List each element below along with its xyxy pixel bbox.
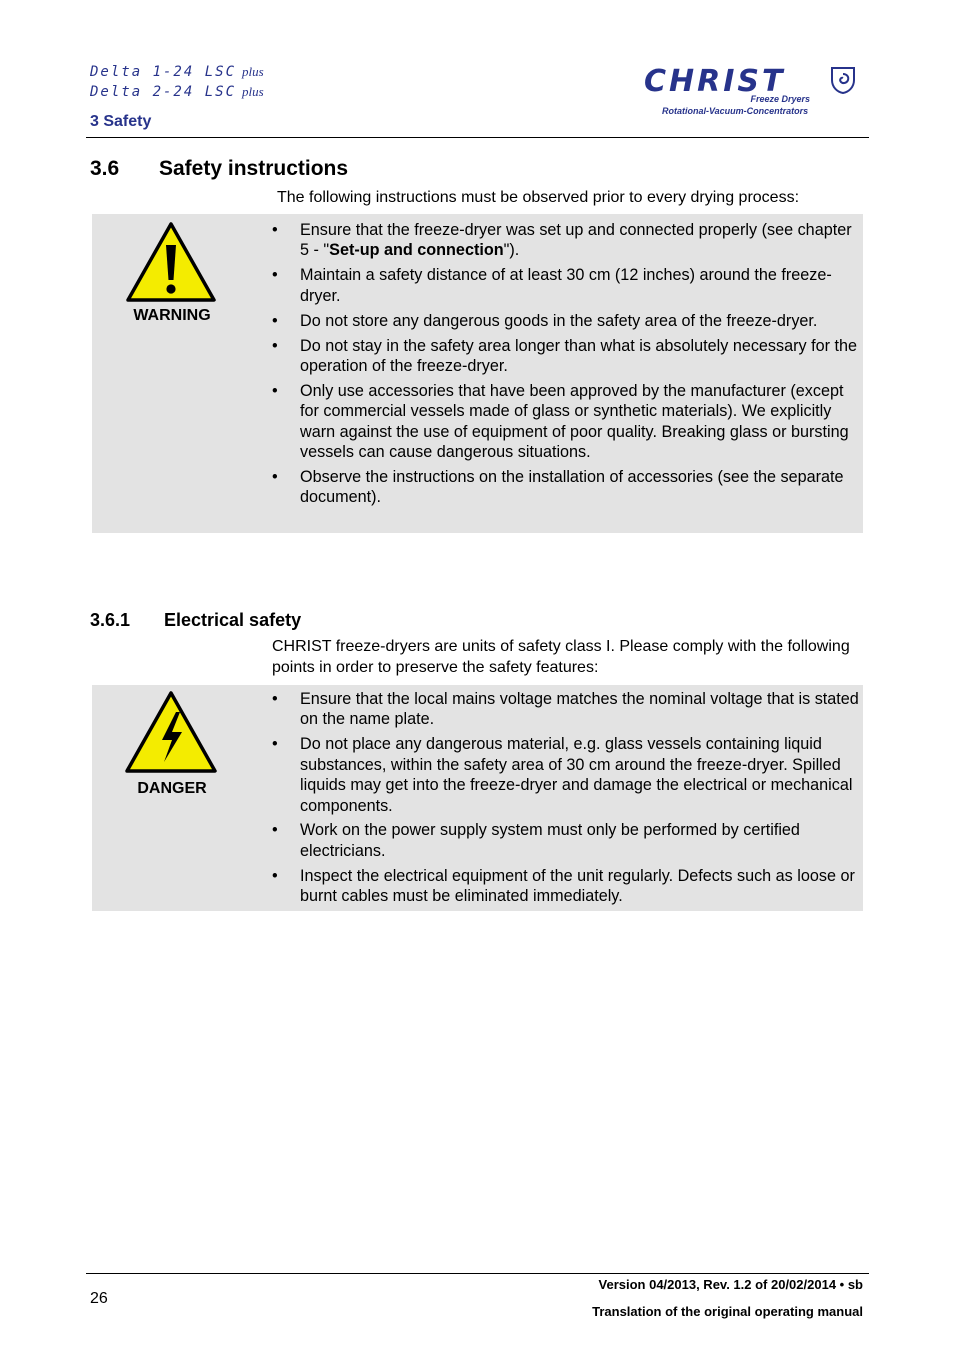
section-number: 3.6: [90, 157, 120, 180]
danger-signal-word: DANGER: [137, 780, 207, 797]
list-item: • Maintain a safety distance of at least 30 cm (12 inches) around the freeze-dryer.: [272, 265, 857, 306]
footer-translation-note: Translation of the original operating manual: [592, 1304, 863, 1319]
christ-logo: [644, 62, 866, 120]
list-item: • Ensure that the local mains voltage matches the nominal voltage that is stated on the name plate.: [272, 689, 862, 730]
footer-version: Version 04/2013, Rev. 1.2 of 20/02/2014 • sb: [598, 1277, 863, 1292]
danger-list: [272, 689, 862, 911]
list-item: • Do not store any dangerous goods in the safety area of the freeze-dryer.: [272, 311, 857, 331]
page-number: 26: [90, 1290, 108, 1307]
logo-wordmark: CHRIST: [644, 64, 786, 99]
list-item: • Do not stay in the safety area longer than what is absolutely necessary for the operation of the freeze-dryer.: [272, 336, 857, 377]
section-title: Safety instructions: [159, 157, 349, 180]
warning-exclamation-icon: [125, 221, 217, 303]
list-item: • Only use accessories that have been approved by the manufacturer (except for commercial vessels made of glass or synthetic materials). We explicitly warn against the use of equipment of poor quality. Breaking glass or bursting vessels can cause dangerous situations.: [272, 381, 857, 463]
list-item: • Do not place any dangerous material, e.g. glass vessels containing liquid substances, within the safety area of 30 cm around the freeze-dryer. Spilled liquids may get into the freeze-dryer and damage the electrical or mechanical components.: [272, 734, 862, 816]
section-intro: The following instructions must be observed prior to every drying process:: [277, 189, 800, 206]
list-item: • Ensure that the freeze-dryer was set up and connected properly (see chapter 5 - "Set-up and connection").: [272, 220, 857, 261]
list-item: • Work on the power supply system must only be performed by certified electricians.: [272, 820, 862, 861]
warning-signal-word: WARNING: [133, 307, 211, 324]
logo-emblem-icon: [830, 66, 856, 94]
high-voltage-icon: [124, 690, 218, 774]
list-item: • Observe the instructions on the installation of accessories (see the separate document).: [272, 467, 857, 508]
subsection-number: 3.6.1: [90, 610, 131, 630]
model-line-1: Delta 1-24 LSC plus: [90, 64, 264, 80]
header-rule: [86, 137, 869, 138]
logo-tagline-freeze-dryers: Freeze Dryers: [750, 94, 810, 104]
warning-box: [92, 214, 863, 533]
danger-box: [92, 685, 863, 911]
list-item: • Inspect the electrical equipment of the unit regularly. Defects such as loose or burnt cables must be eliminated immediately.: [272, 866, 862, 907]
logo-tagline-rvc: Rotational-Vacuum-Concentrators: [662, 106, 809, 116]
subsection-title: Electrical safety: [164, 610, 302, 630]
model-line-2: Delta 2-24 LSC plus: [90, 84, 264, 100]
subsection-intro: CHRIST freeze-dryers are units of safety class I. Please comply with the following points in order to preserve the safety features:: [272, 638, 850, 676]
warning-list: [272, 220, 857, 512]
footer-rule: [86, 1273, 869, 1274]
chapter-label: 3 Safety: [90, 113, 152, 130]
